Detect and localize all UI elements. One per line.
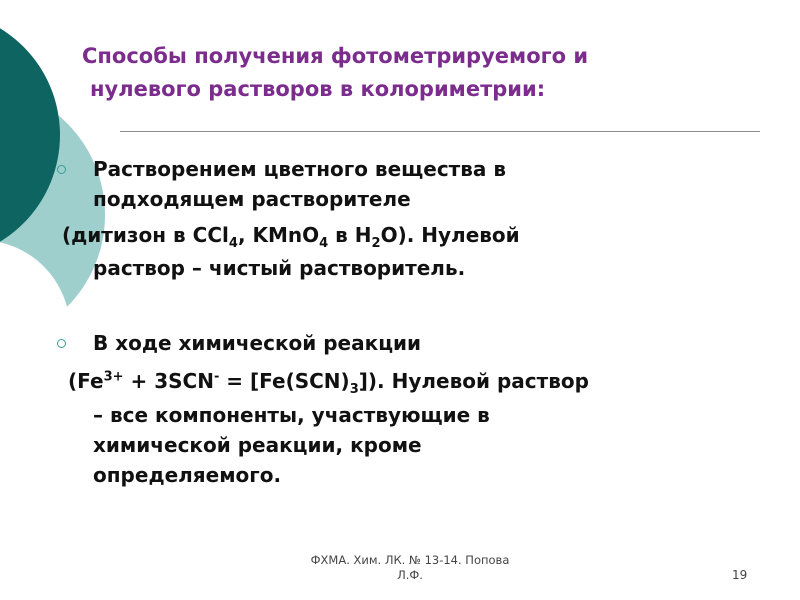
b1l3-sub3: 2 [371,236,381,251]
footer-line-1: ФХМА. Хим. ЛК. № 13-14. Попова [310,553,510,567]
b1l3-b: , KMnO [237,223,320,247]
bullet2-line5: определяемого. [93,463,282,487]
bullet2-line4: химической реакции, кроме [93,433,422,457]
b2l2-c: = [Fe(SCN) [219,369,350,393]
bullet1-line4: раствор – чистый растворитель. [93,256,466,280]
bullet1-line3 [62,223,520,251]
b2l2-a: (Fe [68,369,104,393]
b2l2-d: ]). Нулевой раствор [358,369,589,393]
bullet-ring-icon [57,165,66,174]
bullet1-line1: Растворением цветного вещества в [93,157,507,181]
b1l3-c: в H [328,223,372,247]
bullet2-line3: – все компоненты, участвующие в [93,403,490,427]
b1l3-sub1: 4 [228,236,238,251]
bullet2-line1: В ходе химической реакции [93,331,422,355]
b1l3-sub2: 4 [319,236,329,251]
page-number: 19 [732,568,748,582]
slide-footer [270,553,550,583]
bullet1-line2: подходящем растворителе [93,187,411,211]
bullet-ring-icon [57,339,66,348]
b1l3-d: O). Нулевой [380,223,520,247]
b2l2-sup2: - [213,369,220,385]
b1l3-a: (дитизон в CCl [62,223,229,247]
b2l2-b: + 3SCN [123,369,214,393]
b2l2-sup1: 3+ [103,369,124,385]
title-line-1: Способы получения фотометрируемого и [82,44,589,68]
bullet2-line2 [68,369,589,397]
footer-line-2: Л.Ф. [397,568,423,582]
b2l2-sub1: 3 [349,382,359,397]
title-line-2: нулевого растворов в колориметрии: [90,77,546,101]
